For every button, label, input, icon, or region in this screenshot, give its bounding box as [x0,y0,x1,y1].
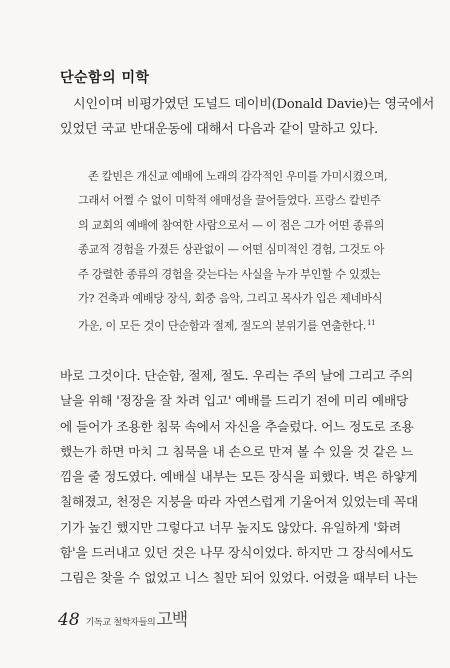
intro-line: 시인이며 비평가였던 도널드 데이비(Donald Davie)는 영국에서 [73,97,435,112]
page-number: 48 [58,610,80,630]
body-line: 낌을 줄 정도였다. 예배실 내부는 모든 장식을 피했다. 벽은 하얗게 [60,469,418,485]
intro-line: 있었던 국교 반대운동에 대해서 다음과 같이 말하고 있다. [60,122,379,137]
intro-paragraph [60,92,435,142]
quote-line: 가? 건축과 예배당 장식, 회중 음악, 그리고 목사가 입은 제네바식 [78,292,383,306]
body-line: 칠해졌고, 천정은 지붕을 따라 자연스럽게 기울어져 있었는데 꼭대 [60,494,418,510]
body-line: 에 들어가 조용한 침묵 속에서 자신을 추슬렀다. 어느 정도로 조용 [60,418,414,434]
quote-line: 그래서 어쩔 수 없이 미학적 애매성을 끌어들였다. 프랑스 칼빈주 [78,194,381,208]
quote-line: 주 강렬한 종류의 경험을 갖는다는 사실을 누가 부인할 수 있겠는 [78,267,381,281]
running-title: 기독교 철학자들의 [85,618,156,628]
body-paragraph [60,363,418,591]
body-line: 했는가 하면 마치 그 침묵을 내 손으로 만져 볼 수 있을 것 같은 느 [60,443,414,459]
body-line: 그림은 찾을 수 없었고 니스 칠만 되어 있었다. 어렸을 때부터 나는 [60,570,418,586]
footnote-marker: 11 [367,319,376,328]
block-quote [78,165,388,340]
quote-line-last [78,311,376,339]
body-line: 날을 위해 '정장을 잘 차려 입고' 예배를 드리기 전에 미리 예배당 [60,393,409,409]
quote-line: 의 교회의 예배에 참여한 사람으로서 — 이 점은 그가 어떤 종류의 [78,218,385,232]
quote-line: 종교적 경험을 가졌든 상관없이 — 어떤 심미적인 경험, 그것도 아 [78,243,385,257]
section-heading: 단순함의 미학 [60,70,150,86]
page-footer [58,605,187,630]
body-line: 바로 그것이다. 단순함, 절제, 절도. 우리는 주의 날에 그리고 주의 [60,368,414,383]
quote-line-text: 가운, 이 모든 것이 단순함과 절제, 절도의 분위기를 연출한다. [78,320,366,334]
running-title-emphasis: 고백 [156,610,188,630]
quote-line: 존 칼빈은 개신교 예배에 노래의 감각적인 우미를 가미시켰으며, [88,170,388,183]
body-line: 기가 높긴 했지만 그렇다고 너무 높지도 않았다. 유일하게 '화려 [60,519,401,535]
body-line: 함'을 드러내고 있던 것은 나무 장식이었다. 하지만 그 장식에서도 [60,545,414,561]
